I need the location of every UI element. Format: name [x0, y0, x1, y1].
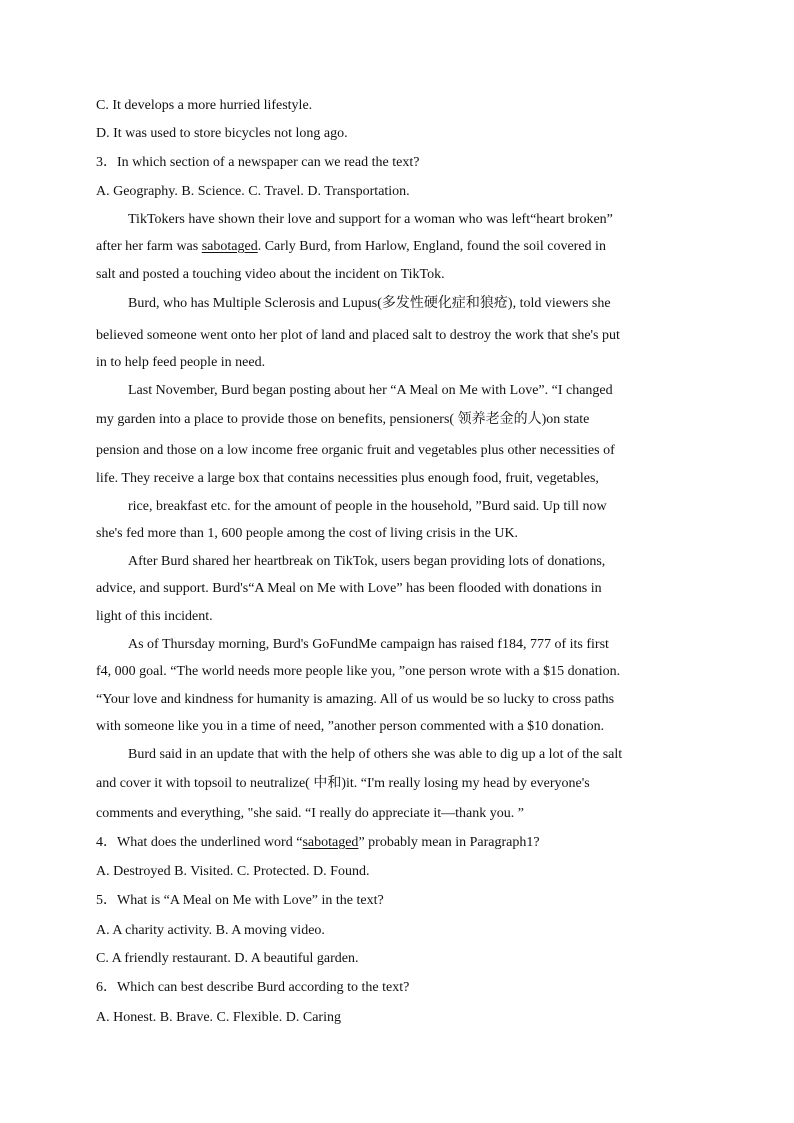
options-q6: A. Honest. B. Brave. C. Flexible. D. Caring	[96, 1010, 341, 1025]
paragraph-2-line: in to help feed people in need.	[96, 355, 266, 370]
text-segment: 4．What does the underlined word “	[96, 835, 303, 850]
text-segment: ” probably mean in Paragraph1?	[358, 835, 540, 850]
paragraph-5-line: f4, 000 goal. “The world needs more people like you, ”one person wrote with a $15 donation.	[96, 664, 621, 679]
paragraph-3-line: Last November, Burd began posting about her “A Meal on Me with Love”. “I changed	[128, 383, 613, 398]
paragraph-6-line: Burd said in an update that with the help of others she was able to dig up a lot of the salt	[128, 747, 623, 762]
paragraph-2-line: Burd, who has Multiple Sclerosis and Lupus(多发性硬化症和狼疮), told viewers she	[128, 296, 611, 311]
paragraph-1-line: TikTokers have shown their love and support for a woman who was left“heart broken”	[128, 212, 613, 227]
paragraph-3-line: she's fed more than 1, 600 people among the cost of living crisis in the UK.	[96, 526, 519, 541]
paragraph-6-line: and cover it with topsoil to neutralize( 中和)it. “I'm really losing my head by everyone's	[96, 776, 590, 791]
question-4	[96, 834, 540, 852]
underlined-word: sabotaged	[201, 239, 258, 254]
option-d-q2: D. It was used to store bicycles not long ago.	[96, 126, 348, 141]
question-6: 6．Which can best describe Burd according to the text?	[96, 980, 410, 995]
options-q4: A. Destroyed B. Visited. C. Protected. D. Found.	[96, 864, 370, 879]
paragraph-3-line: my garden into a place to provide those on benefits, pensioners( 领养老金的人)on state	[96, 412, 590, 427]
text-segment: after her farm was	[96, 239, 202, 254]
paragraph-5-line: with someone like you in a time of need, ”another person commented with a $10 donation.	[96, 719, 605, 734]
text-segment: . Carly Burd, from Harlow, England, found the soil covered in	[257, 239, 606, 254]
options-q3: A. Geography. B. Science. C. Travel. D. Transportation.	[96, 184, 410, 199]
paragraph-2-line: believed someone went onto her plot of land and placed salt to destroy the work that she's put	[96, 328, 620, 343]
option-c-q2: C. It develops a more hurried lifestyle.	[96, 98, 313, 113]
paragraph-1-line: salt and posted a touching video about the incident on TikTok.	[96, 267, 445, 282]
paragraph-5-line: As of Thursday morning, Burd's GoFundMe campaign has raised f184, 777 of its first	[128, 637, 609, 652]
paragraph-3-line: pension and those on a low income free organic fruit and vegetables plus other necessities of	[96, 443, 615, 458]
paragraph-4-line: light of this incident.	[96, 609, 213, 624]
paragraph-3-line: rice, breakfast etc. for the amount of people in the household, ”Burd said. Up till now	[128, 499, 607, 514]
paragraph-1-line	[96, 238, 606, 256]
options-q5-cd: C. A friendly restaurant. D. A beautiful garden.	[96, 951, 359, 966]
question-3: 3．In which section of a newspaper can we read the text?	[96, 155, 420, 170]
paragraph-4-line: advice, and support. Burd's“A Meal on Me with Love” has been flooded with donations in	[96, 581, 602, 596]
paragraph-5-line: “Your love and kindness for humanity is amazing. All of us would be so lucky to cross paths	[96, 692, 615, 707]
underlined-word: sabotaged	[302, 835, 359, 850]
paragraph-6-line: comments and everything, "she said. “I really do appreciate it—thank you. ”	[96, 806, 524, 821]
options-q5-ab: A. A charity activity. B. A moving video.	[96, 923, 325, 938]
paragraph-4-line: After Burd shared her heartbreak on TikTok, users began providing lots of donations,	[128, 554, 606, 569]
paragraph-3-line: life. They receive a large box that contains necessities plus enough food, fruit, vegetables,	[96, 471, 599, 486]
question-5: 5．What is “A Meal on Me with Love” in the text?	[96, 893, 384, 908]
